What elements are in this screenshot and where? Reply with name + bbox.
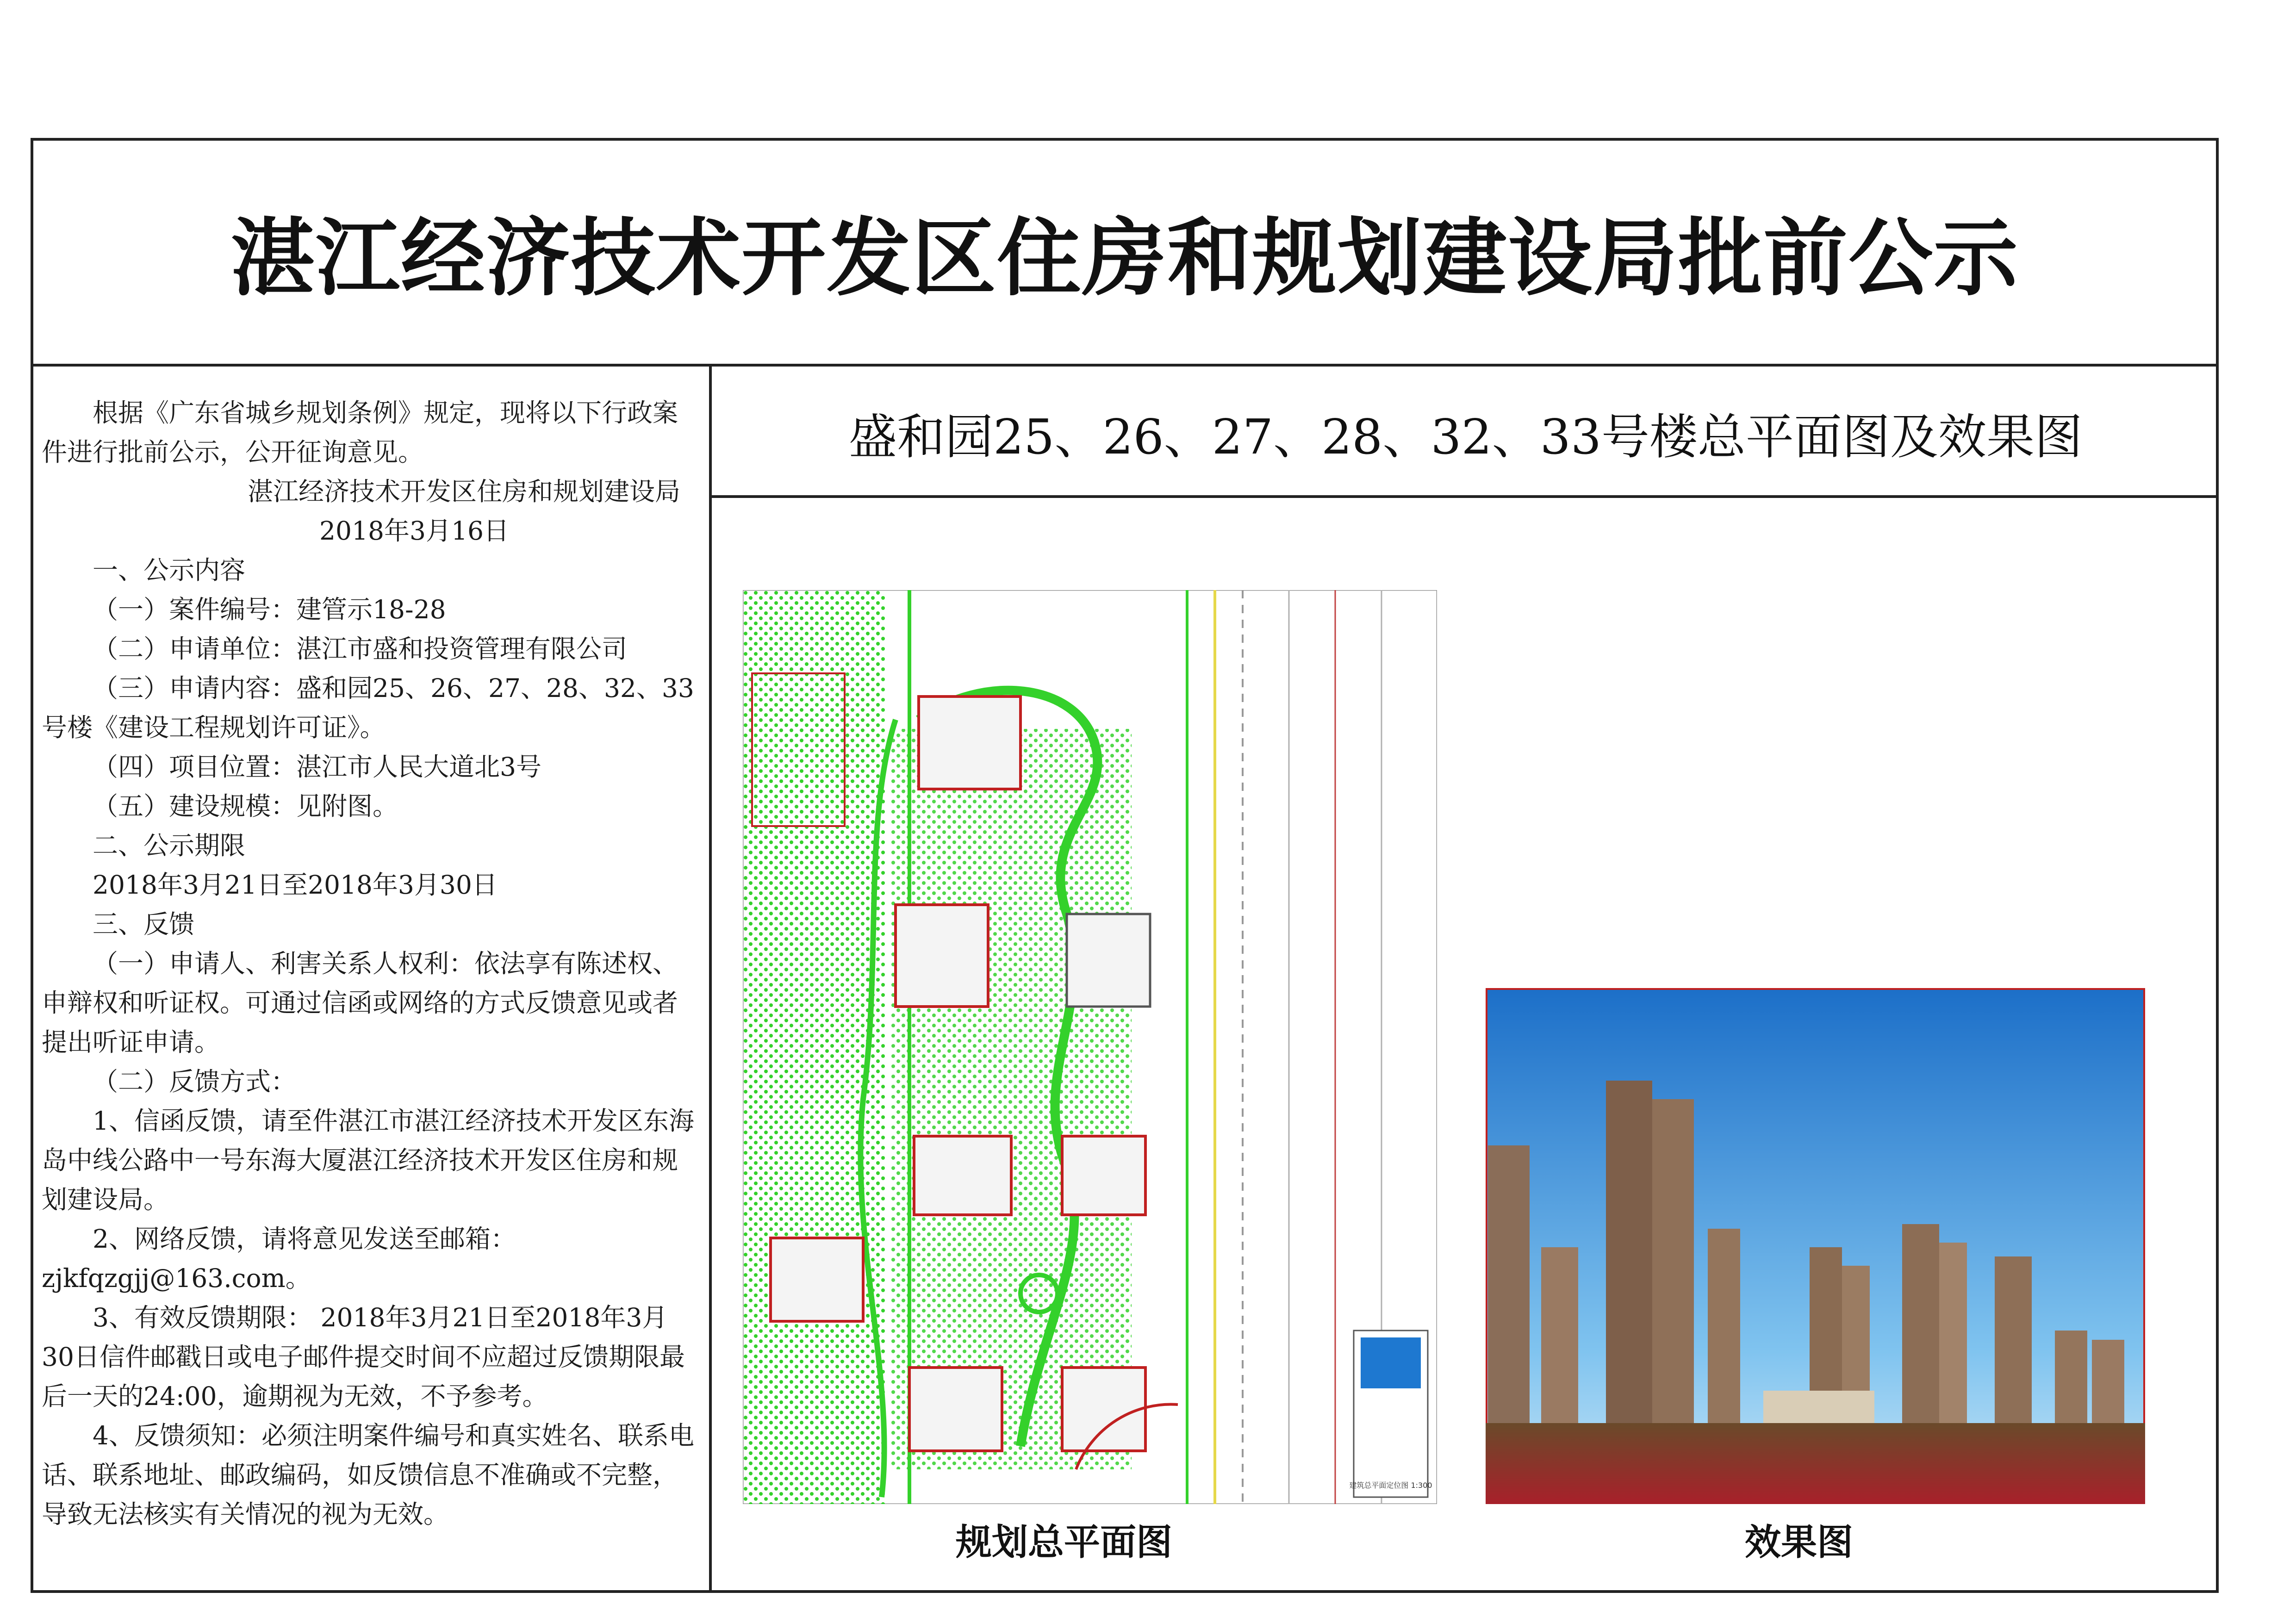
email-address: zjkfqzgjj@163.com。: [42, 1263, 311, 1293]
feedback-heading: （二）反馈方式：: [93, 1067, 297, 1096]
notice-body: [42, 393, 699, 1534]
column-divider: [709, 364, 712, 1593]
notice-title: 湛江经济技术开发区住房和规划建设局批前公示: [230, 209, 2019, 307]
online-feedback: 2、网络反馈，请将意见发送至邮箱：: [93, 1224, 516, 1254]
case-number: （一）案件编号：建管示18-28: [93, 595, 446, 624]
rights-text: （一）申请人、利害关系人权利：依法享有陈述权、申辩权和听证权。可通过信函或网络的方式反馈意见或者提出听证申请。: [42, 949, 678, 1057]
applicant: （二）申请单位：湛江市盛和投资管理有限公司: [93, 634, 628, 664]
intro-text: 根据《广东省城乡规划条例》规定，现将以下行政案件进行批前公示，公开征询意见。: [42, 398, 678, 467]
notice-period: 2018年3月21日至2018年3月30日: [93, 870, 498, 900]
section-heading: 二、公示期限: [93, 831, 246, 860]
project-location: （四）项目位置：湛江市人民大道北3号: [93, 752, 541, 782]
plan-caption: 规划总平面图: [956, 1522, 1173, 1563]
mail-feedback: 1、信函反馈，请至件湛江市湛江经济技术开发区东海岛中线公路中一号东海大厦湛江经济技术开发区住房和规划建设局。: [42, 1106, 694, 1214]
panel-title: 盛和园25、26、27、28、32、33号楼总平面图及效果图: [848, 409, 2083, 465]
section-heading: 一、公示内容: [93, 555, 246, 585]
panel-title-divider: [709, 495, 2219, 498]
feedback-notes: 4、反馈须知：必须注明案件编号和真实姓名、联系电话、联系地址、邮政编码，如反馈信息不准确或不完整，导致无法核实有关情况的视为无效。: [42, 1421, 694, 1529]
render-caption: 效果图: [1745, 1522, 1854, 1563]
plan-scale-label: 建筑总平面定位图 1:300: [1349, 1481, 1432, 1490]
construction-scale: （五）建设规模：见附图。: [93, 791, 398, 821]
issuer: 湛江经济技术开发区住房和规划建设局: [247, 477, 680, 506]
feedback-deadline: 3、有效反馈期限： 2018年3月21日至2018年3月30日信件邮戳日或电子邮件提交时间不应超过反馈期限最后一天的24:00，逾期视为无效，不予参考。: [42, 1303, 685, 1411]
rendering-image: [1486, 988, 2145, 1504]
application-content: （三）申请内容：盛和园25、26、27、28、32、33号楼《建设工程规划许可证》。: [42, 673, 694, 742]
site-plan-image: [743, 590, 1437, 1504]
issue-date: 2018年3月16日: [319, 516, 509, 546]
section-heading: 三、反馈: [93, 909, 195, 939]
